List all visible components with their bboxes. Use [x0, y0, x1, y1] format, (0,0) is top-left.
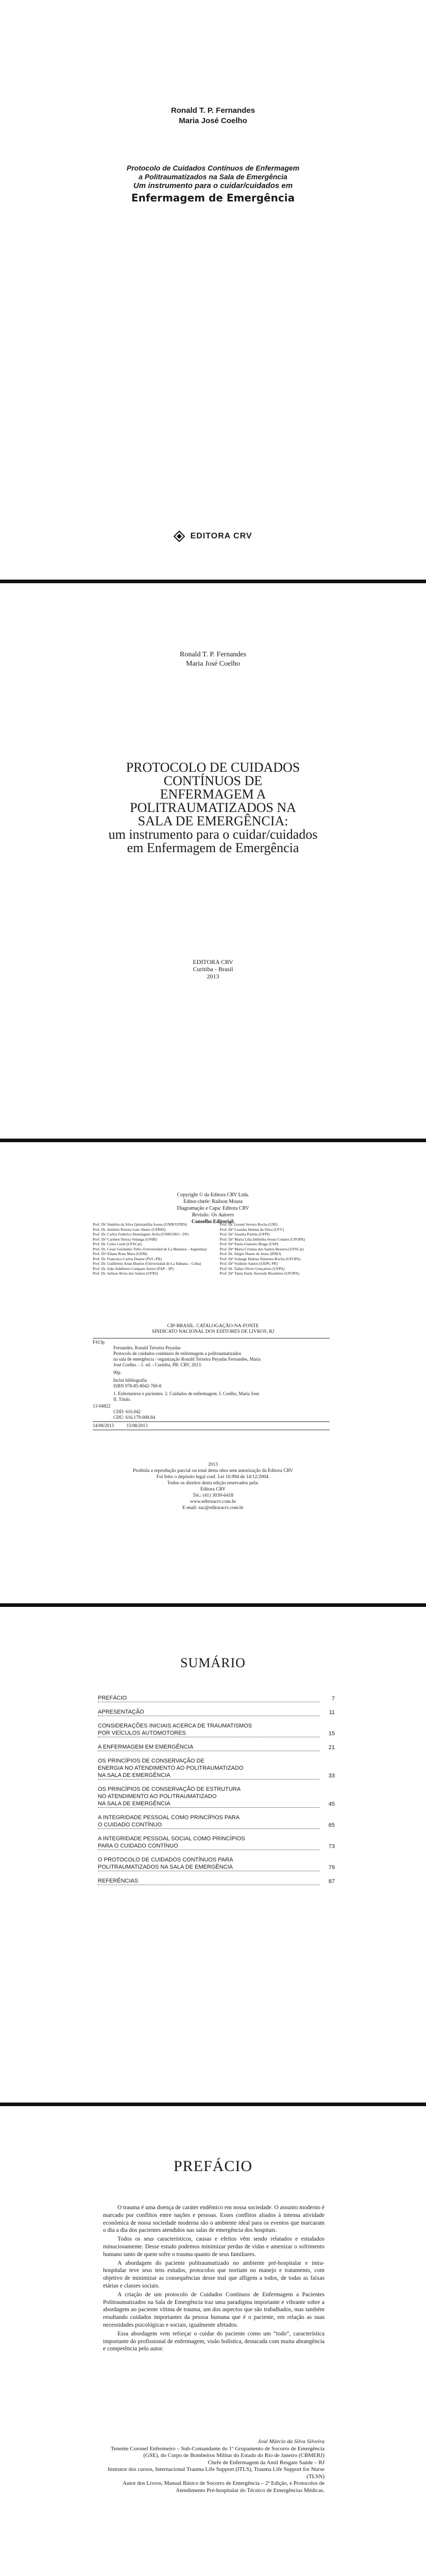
toc-entry-row [98, 1800, 335, 1808]
toc-entry-row [98, 1842, 335, 1850]
page-divider [0, 580, 426, 583]
cip-line: 90p. [113, 1370, 122, 1375]
council-member: Prof. Dr. Leonel Severo Rocha (URI) [219, 1222, 278, 1227]
council-member: Prof. Drª Carmen Tereza Velanga (UNIR) [93, 1236, 157, 1242]
title-line: CONTÍNUOS DE [163, 773, 263, 788]
preface-body [103, 2204, 325, 2354]
cip-code: F413p [93, 1340, 105, 1345]
toc-entry-leader [98, 1800, 319, 1808]
toc-entry[interactable] [98, 1856, 335, 1871]
cip-line: José Coelho. - 1. ed. - Curitiba, PR: CRV, 2013. [113, 1362, 202, 1367]
toc-entry-row [98, 1708, 335, 1716]
toc-entry-row [98, 1772, 335, 1780]
toc-entry-page: 79 [328, 1865, 335, 1871]
signature-name: José Márcio da Silva Silveira [258, 2438, 325, 2445]
cip-line: 13-04822 [93, 1403, 111, 1409]
toc-entry-title: POR VEÍCULOS AUTOMOTORES [98, 1730, 186, 1736]
council-member: Prof. Drª Sydione Santos (UEPG PR) [219, 1261, 278, 1266]
toc-entry-title: NA SALA DE EMERGÊNCIA [98, 1772, 171, 1778]
preface-signature [103, 2438, 325, 2494]
council-member: Prof. Dr. Celso Conti (UFSCar) [93, 1242, 142, 1246]
toc-heading: SUMÁRIO [180, 1655, 246, 1670]
toc-entry-page: 11 [329, 1709, 335, 1716]
cip-heading-line: SINDICATO NACIONAL DOS EDITORES DE LIVROS, RJ [151, 1329, 275, 1334]
cip-date: 15/08/2013 [126, 1423, 148, 1428]
toc-entry-row [98, 1743, 335, 1751]
title-line: SALA DE EMERGÊNCIA: [138, 814, 288, 828]
toc-entry-title: APRESENTAÇÃO [98, 1709, 144, 1715]
toc-entry-leader [98, 1863, 319, 1871]
toc-entry-title: A INTEGRIDADE PESSOAL COMO PRINCÍPIOS PARA [98, 1815, 240, 1821]
cip-line: Inclui bibliografia [113, 1378, 147, 1383]
toc-entry-page: 21 [328, 1744, 335, 1751]
title-page [0, 0, 426, 580]
toc-entry[interactable] [98, 1743, 335, 1751]
toc-entry-leader [98, 1877, 319, 1885]
toc-entry-title: A INTEGRIDADE PESSOAL SOCIAL COMO PRINCÍPIOS [98, 1836, 245, 1842]
council-member: Prof. Dr. Sérgio Nunes de Jesus (IFRO) [219, 1251, 281, 1256]
council-heading: Conselho Editorial: [191, 1219, 235, 1225]
toc-entry-title: A ENFERMAGEM EM EMERGÊNCIA [98, 1744, 194, 1750]
crv-logo-icon [174, 531, 185, 542]
toc-entry-page: 45 [328, 1801, 335, 1807]
toc-entry[interactable] [98, 1877, 335, 1885]
signature-line: Chefe de Enfermagem da Amil Resgate Saúde – RJ [208, 2459, 325, 2466]
layout-line: Diagramação e Capa: Editora CRV [177, 1206, 249, 1211]
author-1: Ronald T. P. Fernandes [171, 106, 255, 115]
paragraph: A criação de um protocolo de Cuidados Contínuos de Enfermagem a Pacientes Politraumatizados na Sala de Emergência traz uma paradigma importante e vibrante sobre a abordagem ao paciente vítima de trauma, um dos aspectos que são trabalhados, mas também resultando cuidados importantes da pessoa humana que é o paciente, em relação as suas necessidades psicológicas e sociais, igualmente afetados. [103, 2291, 325, 2328]
toc-entry-leader [98, 1743, 319, 1751]
page-divider [0, 2103, 426, 2106]
divider [93, 1421, 330, 1422]
council-member: Prof. Drª Eliane Rose Maio (UEM) [93, 1251, 147, 1256]
toc-entry-page: 87 [328, 1878, 335, 1885]
author-2: Maria José Coelho [179, 116, 247, 125]
publisher-name: EDITORA CRV [193, 958, 233, 965]
editor-line: Editor-chefe: Railson Moura [183, 1199, 243, 1205]
council-member: Prof. Dr. Francisco Carlos Duarte (PUC-PR) [93, 1256, 162, 1261]
toc-entry-title: O PROTOCOLO DE CUIDADOS CONTÍNUOS PARA [98, 1857, 233, 1863]
paragraph: Todos os seus característicos, causas e efeitos vêm sendo relatados e estudados minuciosamente. Desse estudo podemos minimizar perdas de vidas e amenizar o sofrimento humano tanto de quem sofre o trauma quanto de seus familiares. [103, 2236, 325, 2258]
cip-line: Protocolo de cuidados contínuos de enfermagem a politraumatizados [113, 1351, 242, 1356]
council-member: Prof. Dr. Cesar Gerónimo Tello (Universidad de La Matanza – Argentina) [93, 1246, 207, 1251]
authors [0, 650, 426, 669]
publisher-logo-text: EDITORA CRV [190, 532, 252, 540]
signature-line: Tenente Coronel Enfermeiro – Sub-Comandante do 1º Grupamento de Socorro de Emergência (GSE), do Corpo de Bombeiros Militar do Estado do Rio de Janeiro (CBMERJ) [110, 2445, 325, 2459]
footer-line: Todos os direitos desta edição reservados pela: [167, 1481, 259, 1486]
toc-entry-page: 7 [331, 1696, 335, 1702]
toc-entry-page: 15 [328, 1731, 335, 1737]
year: 2013 [208, 1462, 218, 1467]
signature-line: Autor dos Livros, Manual Básico de Socorro de Emergência – 2ª Edição, e Protocolos de Atendimento Pré-hospitalar do Técnico de Emergências Médicas. [122, 2480, 325, 2494]
cdd: CDD: 616.042 [113, 1409, 141, 1414]
legal-footer [0, 1462, 426, 1511]
copyright-page [0, 1142, 426, 1603]
title-line: um instrumento para o cuidar/cuidados [108, 827, 318, 842]
book-title [0, 164, 426, 181]
subtitle: Um instrumento para o cuidar/cuidados em [133, 181, 293, 190]
toc-entry-title: OS PRINCÍPIOS DE CONSERVAÇÃO DE [98, 1758, 205, 1764]
inner-title-page [0, 583, 426, 1139]
toc-entry[interactable] [98, 1722, 335, 1737]
council-member: Prof. Dr. Tadeu Oliver Gonçalves (UFPA) [219, 1266, 285, 1271]
toc-entry-title: PREFÁCIO [98, 1695, 127, 1701]
cip-date: 14/08/2013 [93, 1423, 114, 1428]
review-line: Revisão: Os Autores [192, 1212, 234, 1218]
toc-entry-title: ENERGIA NO ATENDIMENTO AO POLITRAUMATIZADO [98, 1765, 244, 1771]
council-member: Prof. Drª Maria Cristina dos Santos Bezerra (UFSCar) [219, 1246, 304, 1251]
footer-line: Tel.: (41) 3039-6418 [193, 1493, 233, 1498]
toc-entry[interactable] [98, 1786, 335, 1808]
cip-dates [93, 1423, 330, 1429]
toc-entry[interactable] [98, 1694, 335, 1702]
footer-link[interactable]: www.editoracrv.com.br [190, 1499, 236, 1504]
toc-entry-row [98, 1730, 335, 1737]
council-member: Prof. Dr. Carlos Federico Dominguez Avila (UNIEURO - DF) [93, 1232, 189, 1236]
council-member: Prof. Dr. João Adalberto Campato Junior (FAP - SP) [93, 1266, 174, 1271]
council-left-column [93, 1222, 211, 1276]
toc-entry-page: 33 [328, 1773, 335, 1779]
cip-body [93, 1345, 330, 1402]
toc-page [0, 1607, 426, 2103]
title-line-1: Protocolo de Cuidados Contínuos de Enfermagem [126, 164, 300, 172]
footer-line: Proibida a reprodução parcial ou total desta obra sem autorização da Editora CRV [132, 1468, 294, 1473]
council-member: Prof. Drª Solange Helena Ximenes-Rocha (UFOPA) [219, 1256, 301, 1261]
cip-record [93, 1337, 330, 1431]
toc-entry-title: REFERÊNCIAS [98, 1878, 139, 1884]
paragraph: O trauma é uma doença de caráter endêmico em nossa sociedade. O assunto moderno é marcado por conflitos entre nações e pessoas. Esses conflitos aliados à intensa atividade econômica de nossa sociedade moderna são o ambiente ideal para os eventos que marcaram o dia a dia dos pacientes atendidos nas salas de emergência dos hospitais. [103, 2205, 325, 2234]
author-2: Maria José Coelho [186, 660, 240, 668]
page-divider [0, 1139, 426, 1142]
toc-entry-row [98, 1821, 335, 1829]
subtitle-emphasis: Enfermagem de Emergência [131, 192, 295, 204]
toc-entry-title: POLITRAUMATIZADOS NA SALA DE EMERGÊNCIA [98, 1864, 233, 1870]
toc-entry-leader [98, 1772, 319, 1780]
publisher-city: Curitiba - Brasil [193, 965, 233, 973]
toc-entry-title: OS PRINCÍPIOS DE CONSERVAÇÃO DE ESTRUTURA [98, 1786, 241, 1792]
council-right-column [220, 1222, 338, 1276]
footer-line: Editora CRV [200, 1487, 226, 1492]
publisher-year: 2013 [207, 973, 219, 980]
toc-entry-title: O CUIDADO CONTÍNUO [98, 1822, 162, 1828]
toc-entry-title: CONSIDERAÇÕES INICIAIS ACERCA DE TRAUMATISMOS [98, 1723, 252, 1729]
toc-entry-leader [98, 1842, 319, 1850]
toc-entry-title: NO ATENDIMENTO AO POLITRAUMATIZADO [98, 1793, 217, 1800]
cip-line: Fernandes, Ronald Teixeira Peyadas [113, 1345, 181, 1350]
authors [0, 106, 426, 126]
publisher-logo [0, 531, 426, 542]
cip-heading [0, 1324, 426, 1335]
toc-entry-leader [98, 1821, 319, 1829]
toc-entry-row [98, 1877, 335, 1885]
toc-entry-title: NA SALA DE EMERGÊNCIA [98, 1801, 171, 1807]
title-line: em Enfermagem de Emergência [127, 840, 299, 855]
publisher-info [0, 958, 426, 980]
cdu: CDU: 616.179-008.84 [113, 1415, 155, 1420]
page-divider [0, 1603, 426, 1607]
footer-email[interactable]: E-mail: sac@editoracrv.com.br [182, 1505, 244, 1511]
council-member: Prof. Drª Tania Suely Azevedo Brasileiro (UFOPA) [219, 1271, 299, 1276]
toc-entry[interactable] [98, 1814, 335, 1829]
cip-line: 1. Enfermeiros e pacientes. 2. Cuidados de enfermagem. I. Coelho, Maria José. [113, 1391, 260, 1396]
book-title [0, 761, 426, 855]
council-member: Prof. Dr. Antônio Pereira Gaio Júnior (UFRRJ) [93, 1227, 166, 1232]
cip-cdd [93, 1403, 330, 1420]
title-line: ENFERMAGEM A [160, 787, 266, 802]
toc-entry-row [98, 1694, 335, 1702]
paragraph: A abordagem do paciente politraumatizado no ambiente pré-hospitalar e intra-hospitalar teve seus tens estudos, protocolos que nortiam no manejo e tratamento, com objetivo de minimizar as consequências desse mal que afligem a todos, de todas as faixas etárias e classes sociais. [103, 2260, 325, 2289]
preface-page [0, 2106, 426, 2576]
toc-entry-leader [98, 1694, 319, 1702]
paragraph: Essa abordagem vem reforçar o cuidar do paciente como um “todo”, característica importante do profissional de enfermagem, visão holística, destacada com muita abrangência e competência pelo autor. [103, 2330, 325, 2352]
cip-line: na sala de emergência / organização Ronald Teixeira Peyadas Fernandes, Maria [113, 1357, 261, 1362]
toc-entry-title: PARA O CUIDADO CONTÍNUO [98, 1843, 178, 1849]
toc-entry[interactable] [98, 1708, 335, 1716]
toc-entry-page: 65 [328, 1822, 335, 1828]
toc-entry-leader [98, 1730, 319, 1737]
toc-entry-leader [98, 1708, 319, 1716]
isbn: ISBN 978-85-8042-760-8 [113, 1383, 162, 1388]
council-member: Prof. Drª Josania Portela (UFPI) [219, 1232, 270, 1236]
title-line: POLITRAUMATIZADOS NA [130, 800, 296, 815]
council-member: Prof. Drª Andréia da Silva Quintanilha Sousa (UNIR/UFRN) [93, 1222, 187, 1227]
toc-entry[interactable] [98, 1835, 335, 1850]
council-member: Prof. Dr. Guillermo Arias Beatón (Universidad de La Habana – Cuba) [93, 1261, 201, 1266]
title-line: PROTOCOLO DE CUIDADOS [126, 760, 300, 775]
council-member: Prof. Dr. Jailson Alves dos Santos (UFRJ) [93, 1271, 158, 1276]
cip-line: II. Título. [113, 1397, 131, 1402]
toc-entry-page: 73 [328, 1843, 335, 1850]
title-line-2: a Politraumatizados na Sala de Emergência [139, 173, 287, 181]
editorial-council [93, 1222, 340, 1276]
council-member: Prof. Drª Paola Gianotto Braga (USP) [219, 1242, 279, 1246]
footer-line: Foi feito o depósito legal conf. Lei 10.994 de 14/12/2004. [156, 1475, 270, 1480]
council-member: Prof. Drª Maria Lília Imbiriba Sousa Colares (UFOPA) [219, 1236, 305, 1242]
toc-entry[interactable] [98, 1757, 335, 1780]
author-1: Ronald T. P. Fernandes [180, 651, 246, 658]
toc-list [98, 1694, 335, 1891]
signature-line: Instrutor dos cursos, Internacional Trauma Life Support (ITLS), Trauma Life Support for Nurse (TLSN) [108, 2466, 325, 2480]
toc-entry-row [98, 1863, 335, 1871]
copyright-line: Copyright © da Editora CRV Ltda. [177, 1192, 249, 1198]
preface-heading: PREFÁCIO [173, 2158, 253, 2175]
copyright-block [0, 1192, 426, 1225]
council-member: Prof. Drª Lourdes Helena da Silva (UFV) [219, 1227, 284, 1232]
cip-heading-line: CIP-BRASIL. CATALOGAÇÃO-NA-FONTE [167, 1324, 259, 1329]
